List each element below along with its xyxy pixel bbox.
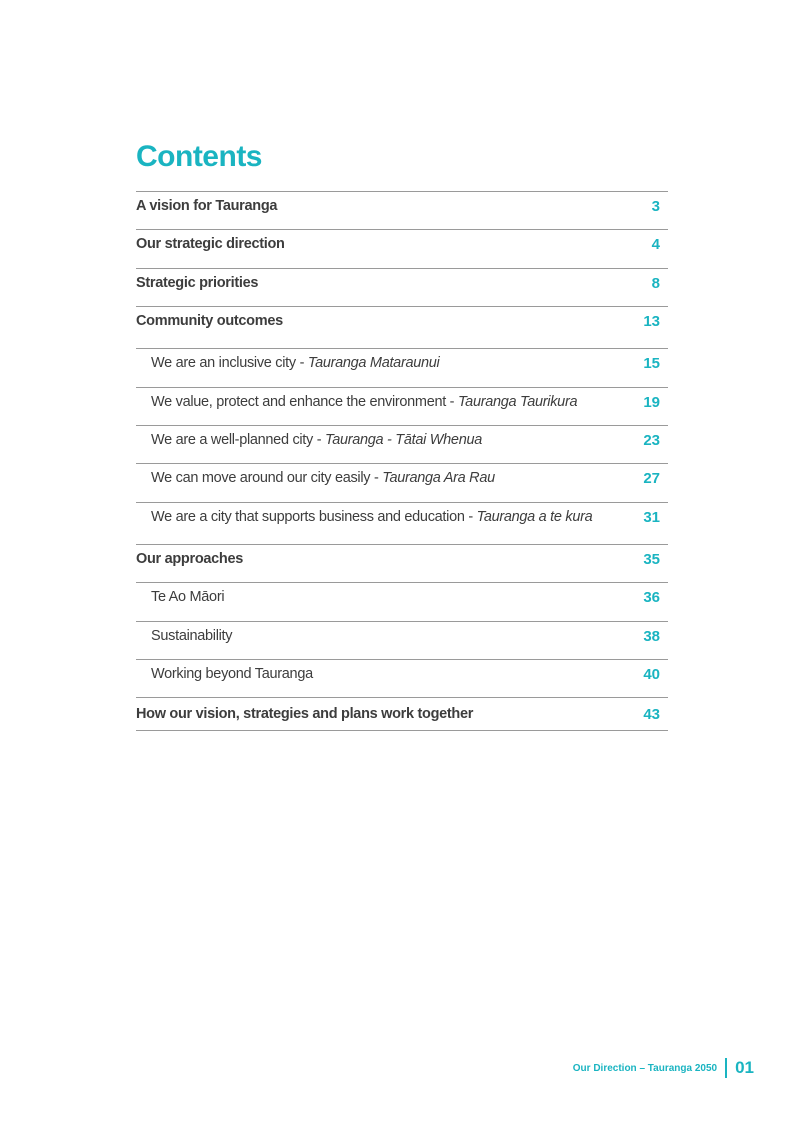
- toc-entry-page: 31: [643, 508, 660, 526]
- toc-entry-well-planned-city[interactable]: [136, 426, 668, 464]
- toc-entry-page: 3: [651, 198, 660, 215]
- toc-entry-label: Our strategic direction: [136, 236, 285, 253]
- toc-entry-page: 40: [643, 665, 660, 683]
- toc-entry-label: Working beyond Tauranga: [151, 665, 313, 682]
- page-title: Contents: [136, 140, 262, 173]
- toc-entry-label: Our approaches: [136, 550, 243, 567]
- toc-entry-page: 36: [643, 589, 660, 607]
- toc-entry-page: 23: [643, 431, 660, 449]
- footer-title: Our Direction – Tauranga 2050: [572, 1062, 718, 1074]
- toc-entry-page: 13: [643, 313, 660, 331]
- toc-entry-strategic-direction[interactable]: [136, 230, 668, 268]
- toc-entry-page: 19: [643, 393, 660, 411]
- toc-entry-page: 27: [643, 470, 660, 488]
- page-number: 01: [735, 1058, 754, 1077]
- toc-entry-move-around[interactable]: [136, 464, 668, 502]
- toc-entry-label: Sustainability: [151, 627, 233, 644]
- toc-entry-page: 4: [651, 236, 660, 254]
- toc-entry-label: How our vision, strategies and plans work together: [136, 706, 474, 723]
- toc-entry-inclusive-city[interactable]: [136, 349, 668, 387]
- page-footer: [573, 1058, 754, 1078]
- toc-entry-label: Community outcomes: [136, 313, 283, 330]
- toc-entry-page: 43: [643, 706, 660, 724]
- toc-entry-label: We value, protect and enhance the environment - Tauranga Taurikura: [151, 393, 578, 410]
- toc-entry-label: We can move around our city easily - Tauranga Ara Rau: [151, 470, 495, 487]
- footer-divider: [725, 1058, 727, 1078]
- toc-entry-label: We are an inclusive city - Tauranga Mataraunui: [151, 355, 440, 372]
- toc-entry-strategic-priorities[interactable]: [136, 269, 668, 307]
- toc-entry-page: 8: [651, 274, 660, 292]
- toc-entry-community-outcomes[interactable]: [136, 307, 668, 349]
- toc-entry-label: Strategic priorities: [136, 274, 259, 291]
- toc-entry-how-vision-works[interactable]: [136, 698, 668, 731]
- toc-entry-environment[interactable]: [136, 388, 668, 426]
- table-of-contents: [136, 191, 668, 731]
- toc-entry-working-beyond[interactable]: [136, 660, 668, 698]
- toc-entry-page: 35: [643, 550, 660, 568]
- toc-entry-label: A vision for Tauranga: [136, 198, 278, 214]
- toc-entry-page: 15: [643, 355, 660, 373]
- toc-entry-te-ao-maori[interactable]: [136, 583, 668, 621]
- toc-entry-our-approaches[interactable]: [136, 545, 668, 583]
- toc-entry-label: We are a city that supports business and education - Tauranga a te kura: [151, 508, 593, 525]
- toc-entry-business-education[interactable]: [136, 503, 668, 545]
- toc-entry-page: 38: [643, 627, 660, 645]
- toc-entry-label: Te Ao Māori: [151, 589, 225, 606]
- toc-entry-sustainability[interactable]: [136, 622, 668, 660]
- toc-entry-vision[interactable]: [136, 192, 668, 230]
- toc-entry-label: We are a well-planned city - Tauranga - Tātai Whenua: [151, 431, 482, 448]
